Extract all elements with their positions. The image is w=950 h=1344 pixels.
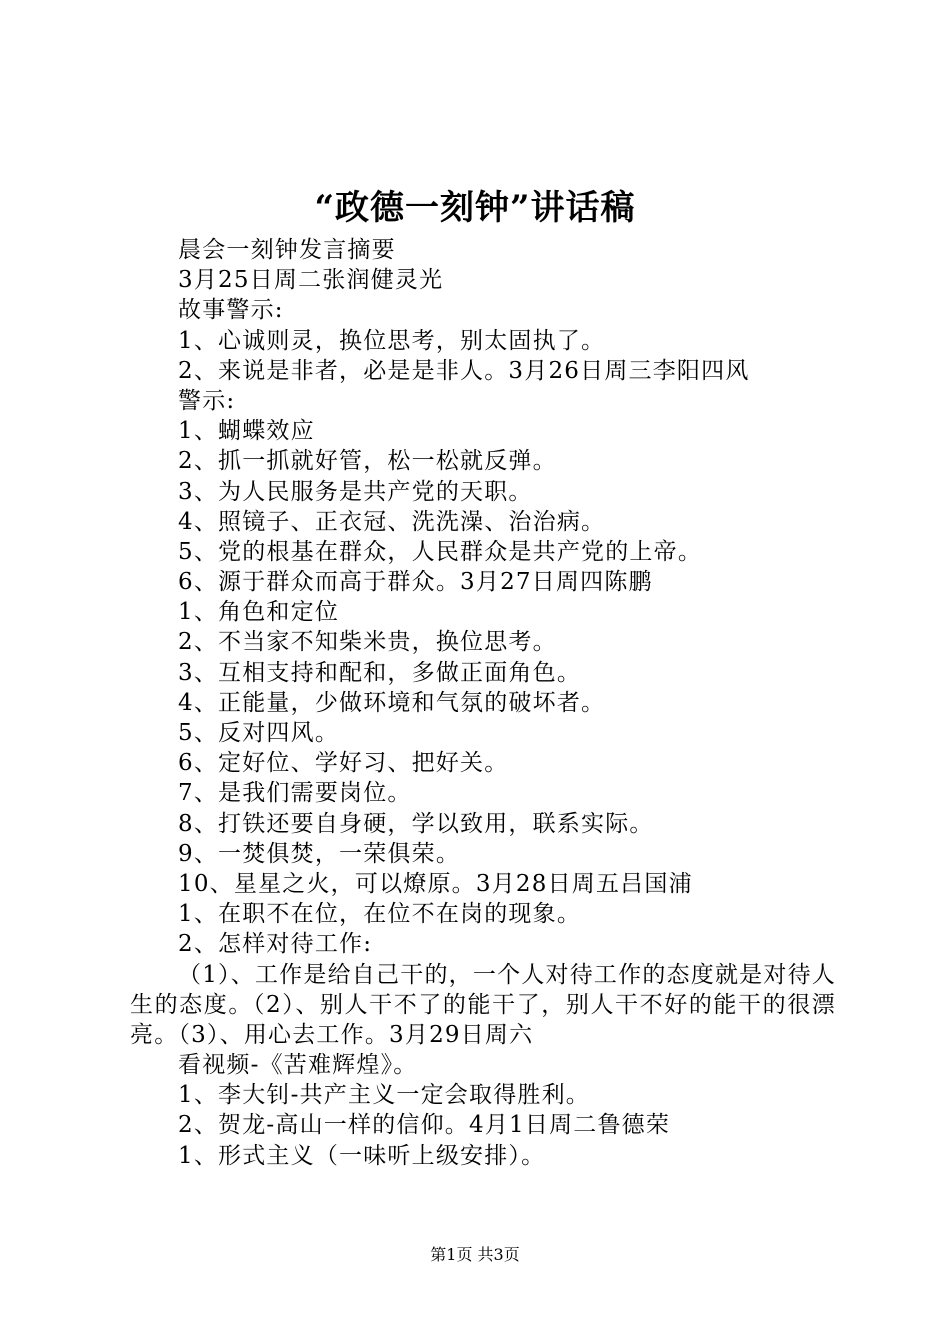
text-line: 5、反对四风。 bbox=[178, 720, 340, 746]
text-paragraph: （1）、工作是给自己干的，一个人对待工作的态度就是对待人生的态度。（2）、别人干不了的能干了，别人干不好的能干的很漂亮。（3）、用心去工作。3月29日周六 bbox=[130, 961, 836, 1048]
text-line: 4、照镜子、正衣冠、洗洗澡、治治病。 bbox=[178, 508, 606, 535]
text-line: 晨会一刻钟发言摘要 bbox=[178, 237, 396, 263]
text-line: 2、贺龙-高山一样的信仰。4月1日周二鲁德荣 bbox=[178, 1112, 671, 1139]
text-line: 故事警示: bbox=[178, 297, 284, 324]
text-line: 3、为人民服务是共产党的天职。 bbox=[178, 478, 533, 505]
text-line: 看视频-《苦难辉煌》。 bbox=[178, 1052, 418, 1079]
text-line: 3月25日周二张润健灵光 bbox=[178, 267, 444, 294]
text-line: 1、心诚则灵，换位思考，别太固执了。 bbox=[178, 327, 606, 354]
text-line: 10、星星之火，可以燎原。3月28日周五吕国浦 bbox=[178, 870, 693, 897]
text-line: 1、在职不在位，在位不在岗的现象。 bbox=[178, 901, 582, 928]
text-line: 2、不当家不知柴米贵，换位思考。 bbox=[178, 629, 557, 656]
text-line: 2、怎样对待工作: bbox=[178, 931, 373, 958]
text-line: 5、党的根基在群众，人民群众是共产党的上帝。 bbox=[178, 538, 703, 565]
text-line: 6、定好位、学好习、把好关。 bbox=[178, 750, 509, 777]
page-footer: 第1页 共3页 bbox=[430, 1245, 520, 1264]
document-title: “政德一刻钟”讲话稿 bbox=[314, 188, 636, 228]
text-line: 警示: bbox=[178, 387, 236, 414]
text-line: 2、抓一抓就好管，松一松就反弹。 bbox=[178, 448, 557, 475]
text-line: 9、一焚俱焚，一荣俱荣。 bbox=[178, 840, 461, 867]
text-line: 1、李大钊-共产主义一定会取得胜利。 bbox=[178, 1082, 591, 1109]
text-line: 1、角色和定位 bbox=[178, 599, 340, 626]
document-body bbox=[130, 235, 836, 1171]
text-line: 7、是我们需要岗位。 bbox=[178, 780, 412, 807]
text-line: 8、打铁还要自身硬，学以致用，联系实际。 bbox=[178, 810, 654, 837]
text-line: 2、来说是非者，必是是非人。3月26日周三李阳四风 bbox=[178, 357, 750, 384]
text-line: 4、正能量，少做环境和气氛的破坏者。 bbox=[178, 689, 606, 716]
text-line: 1、蝴蝶效应 bbox=[178, 418, 315, 445]
text-line: 6、源于群众而高于群众。3月27日周四陈鹏 bbox=[178, 569, 653, 596]
text-line: 3、互相支持和配和，多做正面角色。 bbox=[178, 659, 582, 686]
text-line: 1、形式主义（一味听上级安排）。 bbox=[178, 1142, 546, 1169]
